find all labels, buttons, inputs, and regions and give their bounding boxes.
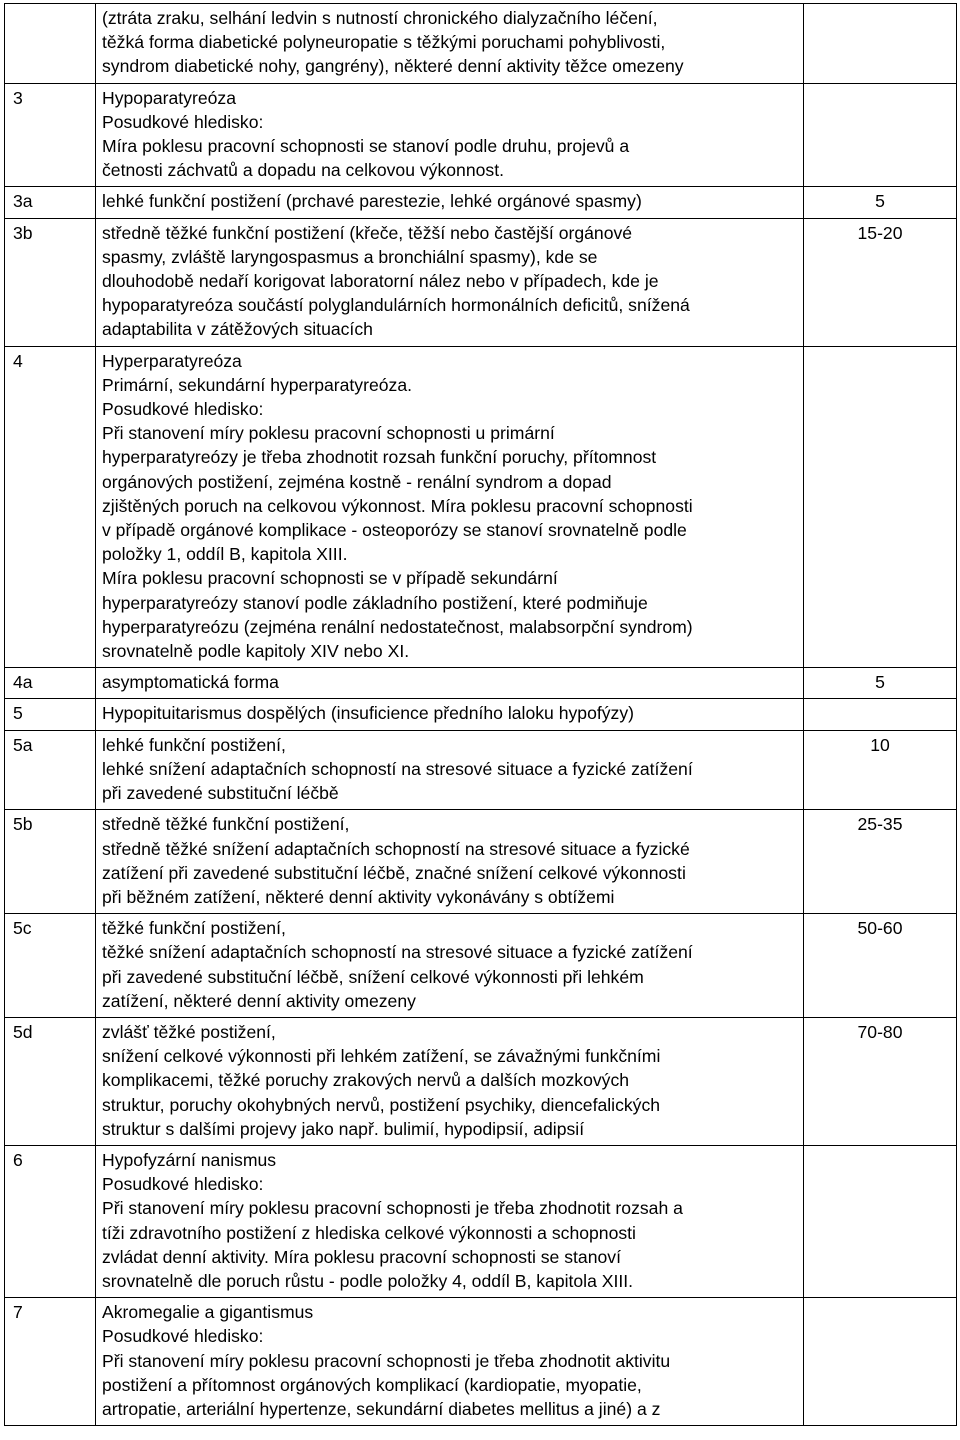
row-percentage: [804, 668, 957, 699]
row-code: [5, 187, 96, 218]
table-row: [5, 218, 957, 346]
description-line: (ztráta zraku, selhání ledvin s nutností chronického dialyzačního léčení,: [102, 8, 658, 28]
row-description: [96, 1298, 804, 1426]
description-lines: [102, 187, 799, 217]
percentage-value: [804, 699, 956, 705]
description-line: srovnatelně dle poruch růstu - podle položky 4, oddíl B, kapitola XIII.: [102, 1270, 634, 1291]
percentage-value: 5: [875, 191, 885, 212]
row-code: [5, 346, 96, 668]
description-line: zvlášť těžké postižení,: [102, 1021, 276, 1042]
description-line: těžká forma diabetické polyneuropatie s těžkými poruchami pohyblivosti,: [102, 32, 666, 53]
row-code-label: 5b: [13, 814, 33, 835]
description-line: položky 1, oddíl B, kapitola XIII.: [102, 544, 348, 565]
description-lines: [102, 699, 799, 729]
description-line: artropatie, arteriální hypertenze, sekundární diabetes mellitus a jiné) a z: [102, 1398, 661, 1419]
row-code: [5, 730, 96, 810]
row-percentage: [804, 346, 957, 668]
row-code-label: 3b: [13, 222, 33, 243]
row-percentage: [804, 914, 957, 1018]
percentage-value: [804, 1146, 956, 1152]
row-percentage: [804, 218, 957, 346]
percentage-value: 50-60: [857, 918, 903, 939]
description-line: lehké funkční postižení (prchavé parestezie, lehké orgánové spasmy): [102, 191, 642, 212]
table-row: [5, 346, 957, 668]
description-line: zvládat denní aktivity. Míra poklesu pracovní schopnosti se stanoví: [102, 1246, 621, 1267]
description-line: středně těžké funkční postižení,: [102, 814, 350, 835]
row-code-label: 3: [13, 87, 23, 108]
description-line: Posudkové hledisko:: [102, 1174, 264, 1195]
row-percentage: [804, 1298, 957, 1426]
description-lines: [102, 1018, 799, 1145]
table-row: [5, 914, 957, 1018]
row-percentage: [804, 699, 957, 730]
description-line: lehké funkční postižení,: [102, 734, 286, 755]
description-lines: [102, 1146, 799, 1297]
row-code: [5, 1298, 96, 1426]
description-line: při zavedené substituční léčbě: [102, 783, 339, 804]
row-code-label: 3a: [13, 191, 33, 212]
description-line: v případě orgánové komplikace - osteoporózy se stanoví srovnatelně podle: [102, 520, 687, 541]
description-line: struktur, poruchy okohybných nervů, postižení psychiky, diencefalických: [102, 1094, 661, 1115]
row-code: [5, 4, 96, 84]
row-description: [96, 218, 804, 346]
description-line: těžké funkční postižení,: [102, 918, 286, 939]
percentage-value: [804, 4, 956, 10]
row-description: [96, 346, 804, 668]
percentage-value: [804, 1298, 956, 1304]
description-line: hypoparatyreóza součástí polyglandulárních hormonálních deficitů, snížená: [102, 295, 690, 316]
row-description: [96, 699, 804, 730]
description-line: Akromegalie a gigantismus: [102, 1302, 314, 1323]
description-line: dlouhodobě nedaří korigovat laboratorní nález nebo v případech, kde je: [102, 271, 659, 292]
description-line: syndrom diabetické nohy, gangrény), některé denní aktivity těžce omezeny: [102, 56, 684, 77]
row-code-label: 5a: [13, 734, 33, 755]
row-percentage: [804, 1145, 957, 1297]
percentage-value: 10: [870, 734, 890, 755]
row-code-label: 5d: [13, 1021, 33, 1042]
table-row: [5, 810, 957, 914]
description-lines: [102, 810, 799, 913]
row-code: [5, 668, 96, 699]
description-line: Míra poklesu pracovní schopnosti se stanoví podle druhu, projevů a: [102, 136, 630, 157]
row-code-label: [13, 4, 95, 10]
description-line: těžké snížení adaptačních schopností na stresové situace a fyzické zatížení: [102, 942, 693, 963]
row-code-label: 5: [13, 703, 23, 724]
description-line: snížení celkové výkonnosti při lehkém zatížení, se závažnými funkčními: [102, 1046, 661, 1067]
description-line: zjištěných poruch na celkovou výkonnost. Míra poklesu pracovní schopnosti: [102, 495, 693, 516]
percentage-value: 25-35: [857, 814, 903, 835]
row-code: [5, 1017, 96, 1145]
description-line: Posudkové hledisko:: [102, 111, 264, 132]
description-line: srovnatelně podle kapitoly XIV nebo XI.: [102, 641, 410, 662]
row-description: [96, 730, 804, 810]
description-lines: [102, 219, 799, 346]
description-lines: [102, 84, 799, 187]
row-description: [96, 187, 804, 218]
row-code-label: 7: [13, 1302, 23, 1323]
description-line: lehké snížení adaptačních schopností na stresové situace a fyzické zatížení: [102, 758, 693, 779]
description-line: zatížení, některé denní aktivity omezeny: [102, 990, 416, 1011]
description-line: Míra poklesu pracovní schopnosti se v případě sekundární: [102, 568, 558, 589]
table-row: [5, 668, 957, 699]
description-line: postižení a přítomnost orgánových komplikací (kardiopatie, myopatie,: [102, 1374, 642, 1395]
row-description: [96, 1017, 804, 1145]
row-percentage: [804, 83, 957, 187]
row-code: [5, 83, 96, 187]
row-percentage: [804, 810, 957, 914]
description-lines: [102, 1298, 799, 1425]
row-code-label: 5c: [13, 918, 32, 939]
description-line: tíži zdravotního postižení z hlediska celkové výkonnosti a schopnosti: [102, 1222, 636, 1243]
percentage-value: 15-20: [857, 222, 903, 243]
percentage-value: [804, 347, 956, 353]
description-line: Hypofyzární nanismus: [102, 1149, 277, 1170]
description-line: struktur s dalšími projevy jako např. bulimií, hypodipsií, adipsií: [102, 1118, 585, 1139]
row-percentage: [804, 1017, 957, 1145]
row-code: [5, 218, 96, 346]
row-percentage: [804, 187, 957, 218]
row-percentage: [804, 730, 957, 810]
row-code-label: 4a: [13, 672, 33, 693]
percentage-value: [804, 84, 956, 90]
table-row: [5, 83, 957, 187]
description-line: Při stanovení míry poklesu pracovní schopnosti u primární: [102, 423, 555, 444]
description-line: Hyperparatyreóza: [102, 350, 242, 371]
row-code: [5, 1145, 96, 1297]
description-line: hyperparatyreózu (zejména renální nedostatečnost, malabsorpční syndrom): [102, 616, 693, 637]
row-code: [5, 699, 96, 730]
table-row: [5, 1145, 957, 1297]
row-description: [96, 83, 804, 187]
row-description: [96, 810, 804, 914]
row-description: [96, 1145, 804, 1297]
table-row: [5, 187, 957, 218]
description-line: při zavedené substituční léčbě, snížení celkové výkonnosti při lehkém: [102, 966, 644, 987]
row-description: [96, 4, 804, 84]
description-line: Primární, sekundární hyperparatyreóza.: [102, 374, 412, 395]
description-lines: [102, 668, 799, 698]
table-row: [5, 1298, 957, 1426]
description-line: Posudkové hledisko:: [102, 1326, 264, 1347]
percentage-value: 5: [875, 672, 885, 693]
row-code: [5, 810, 96, 914]
row-code: [5, 914, 96, 1018]
row-code-label: 4: [13, 350, 23, 371]
description-line: zatížení při zavedené substituční léčbě, značné snížení celkové výkonnosti: [102, 862, 686, 883]
table-row: [5, 4, 957, 84]
row-percentage: [804, 4, 957, 84]
description-lines: [102, 347, 799, 668]
description-line: hyperparatyreózy je třeba zhodnotit rozsah funkční poruchy, přítomnost: [102, 447, 657, 468]
description-line: komplikacemi, těžké poruchy zrakových nervů a dalších mozkových: [102, 1070, 630, 1091]
table-row: [5, 1017, 957, 1145]
description-line: Hypoparatyreóza: [102, 87, 236, 108]
row-code-label: 6: [13, 1149, 23, 1170]
description-line: středně těžké funkční postižení (křeče, těžší nebo častější orgánové: [102, 222, 633, 243]
description-line: spasmy, zvláště laryngospasmus a bronchiální spasmy), kde se: [102, 246, 598, 267]
table-body: [5, 4, 957, 1426]
description-lines: [102, 914, 799, 1017]
description-line: asymptomatická forma: [102, 672, 279, 693]
description-lines: [102, 731, 799, 810]
description-line: při běžném zatížení, některé denní aktivity vykonávány s obtížemi: [102, 886, 615, 907]
assessment-table: [4, 3, 957, 1426]
row-description: [96, 914, 804, 1018]
description-line: četnosti záchvatů a dopadu na celkovou výkonnost.: [102, 160, 504, 181]
description-line: Při stanovení míry poklesu pracovní schopnosti je třeba zhodnotit aktivitu: [102, 1350, 671, 1371]
description-line: adaptabilita v zátěžových situacích: [102, 319, 373, 340]
description-line: Posudkové hledisko:: [102, 399, 264, 420]
description-lines: [102, 4, 799, 83]
percentage-value: 70-80: [857, 1021, 903, 1042]
description-line: Hypopituitarismus dospělých (insuficience předního laloku hypofýzy): [102, 703, 634, 724]
description-line: orgánových postižení, zejména kostně - renální syndrom a dopad: [102, 471, 612, 492]
table-row: [5, 699, 957, 730]
description-line: Při stanovení míry poklesu pracovní schopnosti je třeba zhodnotit rozsah a: [102, 1198, 683, 1219]
description-line: hyperparatyreózy stanoví podle základního postižení, které podmiňuje: [102, 592, 648, 613]
table-row: [5, 730, 957, 810]
row-description: [96, 668, 804, 699]
description-line: středně těžké snížení adaptačních schopností na stresové situace a fyzické: [102, 838, 690, 859]
